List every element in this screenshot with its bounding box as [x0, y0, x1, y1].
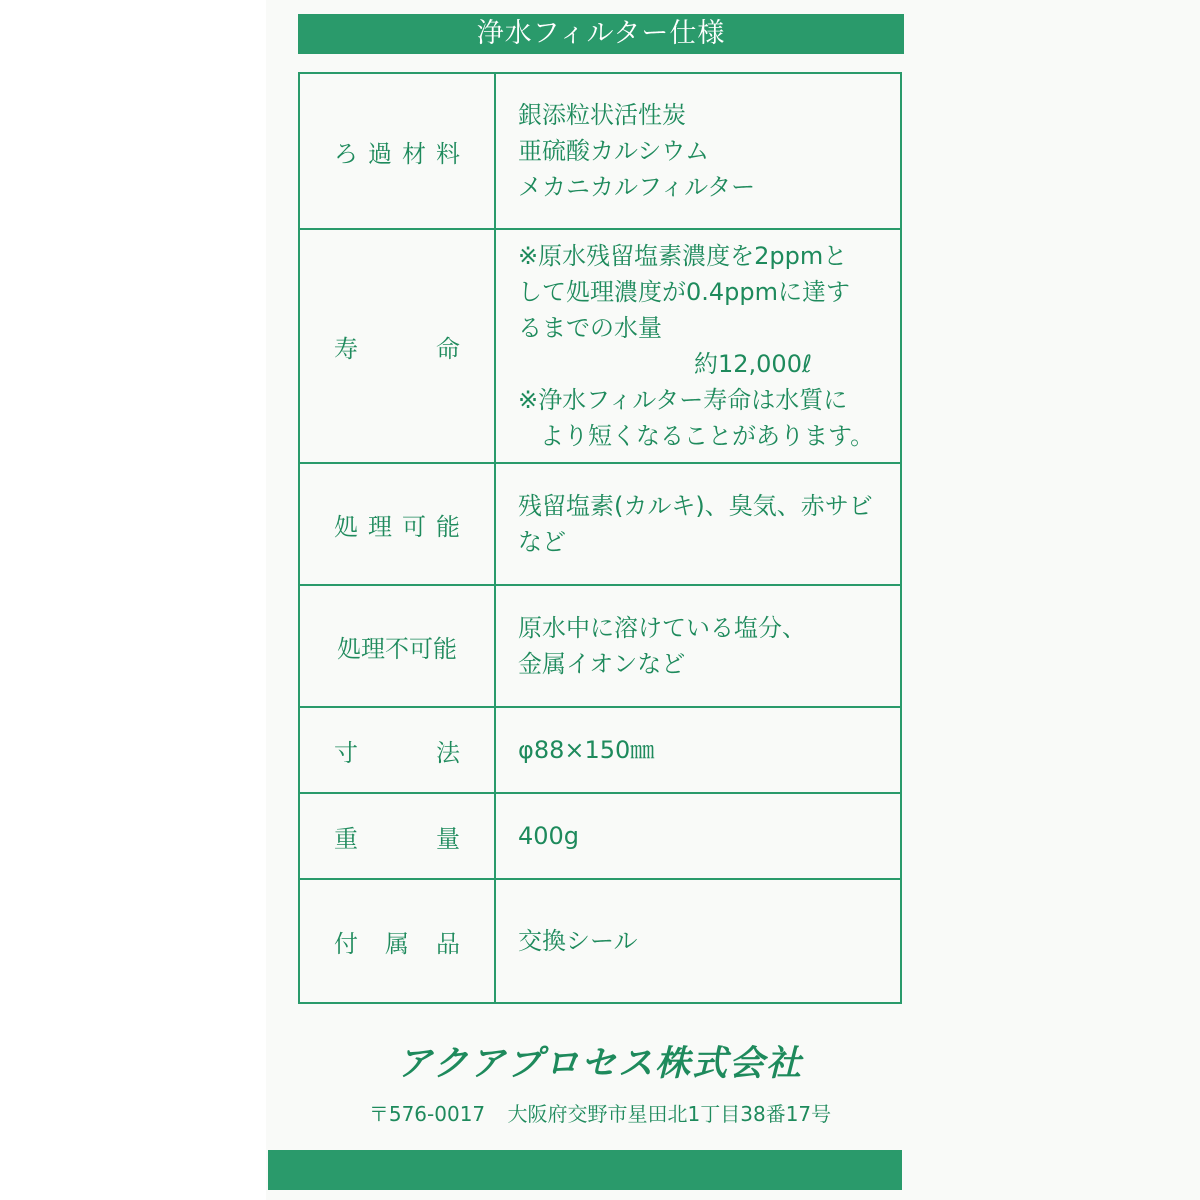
label-char: 命 [436, 334, 460, 363]
row-label [299, 229, 495, 463]
value-line: 原水中に溶けている塩分、 [518, 614, 806, 642]
row-value [495, 73, 901, 229]
lifetime-amount: 約12,000ℓ [694, 350, 812, 378]
row-value [495, 707, 901, 793]
table-row [299, 585, 901, 707]
value-line: など [518, 528, 566, 556]
label-char: 属 [385, 929, 409, 958]
row-value [495, 463, 901, 585]
table-row [299, 707, 901, 793]
spec-title: 浄水フィルター仕様 [298, 14, 904, 54]
label-char: 過 [368, 139, 392, 168]
table-row [299, 793, 901, 879]
company-address [298, 1098, 902, 1127]
value-line: るまでの水量 [518, 314, 662, 342]
value-line: 400g [518, 822, 580, 850]
value-line: して処理濃度が0.4ppmに達す [518, 278, 851, 306]
value-line: φ88×150㎜ [518, 736, 655, 764]
postal-code: 〒576-0017 [368, 1102, 486, 1126]
row-label [299, 707, 495, 793]
label-char: 理 [368, 512, 392, 541]
label-char: 量 [436, 824, 460, 853]
label-char: 品 [436, 929, 460, 958]
row-label [299, 793, 495, 879]
bottom-band [268, 1150, 902, 1190]
label-char: ろ [334, 139, 358, 168]
label-char: 法 [436, 738, 460, 767]
value-line: 金属イオンなど [518, 650, 686, 678]
note-line: より短くなることがあります。 [540, 422, 875, 450]
table-row [299, 229, 901, 463]
row-label [299, 463, 495, 585]
row-label [299, 879, 495, 1003]
row-value [495, 229, 901, 463]
value-line: 残留塩素(カルキ)、臭気、赤サビ [518, 492, 873, 520]
table-row [299, 879, 901, 1003]
spec-table [298, 72, 902, 1004]
label-char: 処 [334, 512, 358, 541]
company-name: アクアプロセス株式会社 [397, 1044, 803, 1084]
label-char: 寿 [334, 334, 358, 363]
row-label [299, 585, 495, 707]
value-line: 交換シール [518, 927, 638, 955]
value-line: メカニカルフィルター [518, 173, 756, 201]
street-address: 大阪府交野市星田北1丁目38番17号 [507, 1102, 832, 1126]
note-line: ※浄水フィルター寿命は水質に [518, 386, 848, 414]
label-char: 料 [436, 139, 460, 168]
label-char: 可 [402, 512, 426, 541]
row-value [495, 879, 901, 1003]
label-char: 能 [436, 512, 460, 541]
label-char: 寸 [334, 738, 358, 767]
value-line: 銀添粒状活性炭 [518, 101, 686, 129]
table-row [299, 463, 901, 585]
label-char: 重 [334, 824, 358, 853]
value-line: ※原水残留塩素濃度を2ppmと [518, 242, 848, 270]
label-char: 材 [402, 139, 426, 168]
label-char: 付 [334, 929, 358, 958]
row-value [495, 793, 901, 879]
table-row [299, 73, 901, 229]
row-value [495, 585, 901, 707]
value-line: 亜硫酸カルシウム [518, 137, 710, 165]
label-text: 処理不可能 [337, 634, 457, 663]
row-label [299, 73, 495, 229]
